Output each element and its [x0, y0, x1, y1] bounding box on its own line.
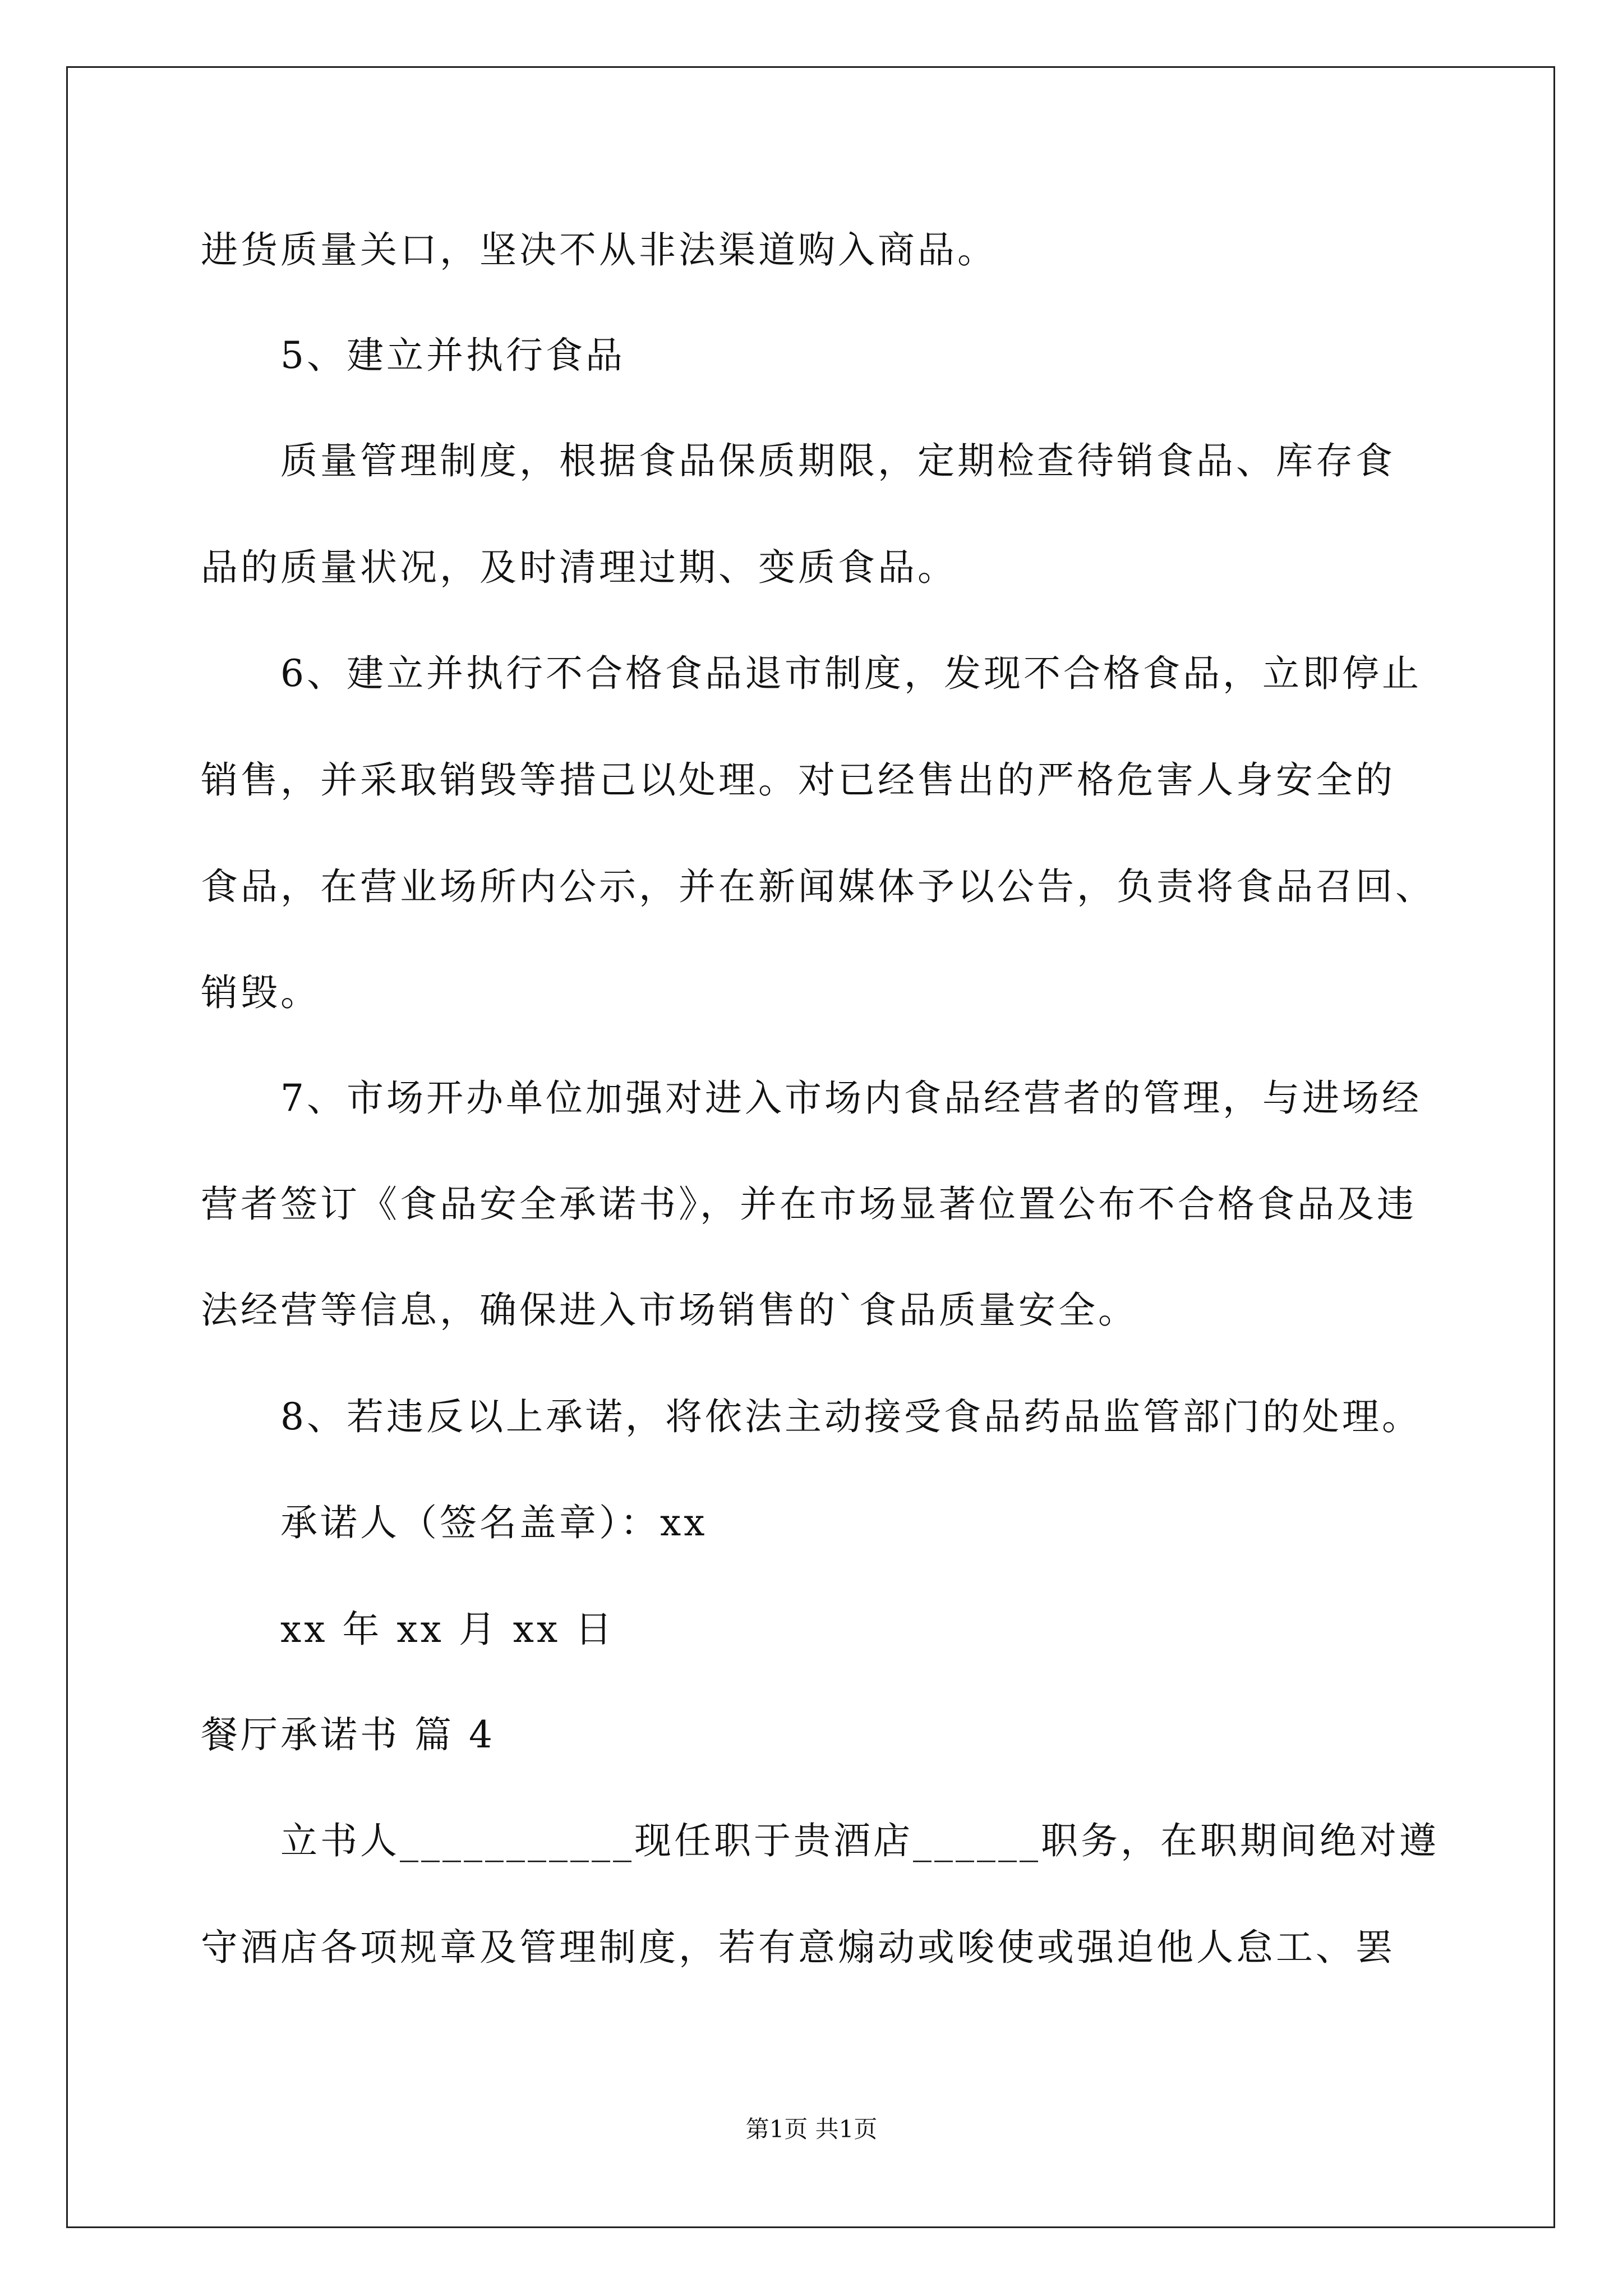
paragraph-line: 品的质量状况，及时清理过期、变质食品。	[201, 546, 957, 589]
paragraph-line: 8、若违反以上承诺，将依法主动接受食品药品监管部门的处理。	[280, 1395, 1422, 1438]
paragraph-line: 进货质量关口，坚决不从非法渠道购入商品。	[201, 228, 997, 272]
section-heading: 餐厅承诺书 篇 4	[201, 1713, 495, 1756]
paragraph-line: 食品，在营业场所内公示，并在新闻媒体予以公告，负责将食品召回、	[201, 865, 1435, 908]
paragraph-line: 销售，并采取销毁等措己以处理。对已经售出的严格危害人身安全的	[201, 758, 1395, 802]
paragraph-line: 销毁。	[201, 971, 320, 1014]
paragraph-line: 6、建立并执行不合格食品退市制度，发现不合格食品，立即停止	[280, 652, 1422, 695]
page-number: 第1页 共1页	[745, 2115, 878, 2143]
signature-line: 承诺人（签名盖章）：xx	[280, 1501, 708, 1544]
paragraph-line: 营者签订《食品安全承诺书》，并在市场显著位置公布不合格食品及违	[201, 1182, 1417, 1226]
paragraph-line: 5、建立并执行食品	[280, 334, 625, 377]
date-line: xx 年 xx 月 xx 日	[280, 1608, 615, 1651]
paragraph-line: 立书人___________现任职于贵酒店______职务，在职期间绝对遵	[280, 1819, 1439, 1862]
paragraph-line: 7、市场开办单位加强对进入市场内食品经营者的管理，与进场经	[280, 1076, 1422, 1120]
paragraph-line: 质量管理制度，根据食品保质期限，定期检查待销食品、库存食	[280, 439, 1395, 482]
paragraph-line: 法经营等信息，确保进入市场销售的`食品质量安全。	[201, 1289, 1138, 1332]
page-border	[66, 66, 1555, 2228]
paragraph-line: 守酒店各项规章及管理制度，若有意煽动或唆使或强迫他人怠工、罢	[201, 1926, 1395, 1969]
